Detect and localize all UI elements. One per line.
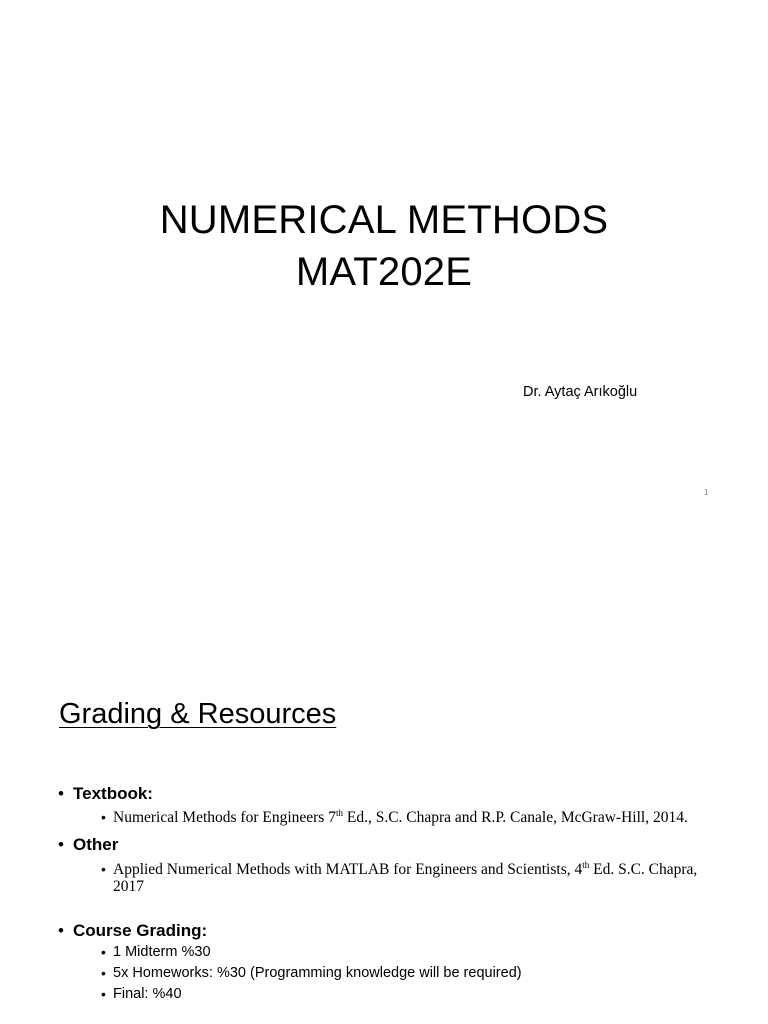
textbook-ref-text: Numerical Methods for Engineers 7 [113, 809, 336, 826]
other-ref-sup: th [582, 860, 590, 870]
other-reference [101, 861, 718, 895]
page-number: 1 [704, 488, 709, 497]
other-label: • Other [58, 834, 718, 856]
textbook-ref-rest: Ed., S.C. Chapra and R.P. Canale, McGraw-Hill, 2014. [342, 809, 688, 826]
slide-content [58, 782, 718, 1005]
textbook-ref-sup: th [335, 808, 343, 818]
grading-item: • Final: %40 [101, 984, 718, 1005]
other-ref-rest: Ed. S.C. Chapra, 2017 [113, 861, 698, 895]
textbook-reference [101, 809, 718, 826]
grading-slide [0, 682, 768, 1024]
course-name: NUMERICAL METHODS [159, 198, 609, 242]
author-name: Dr. Aytaç Arıkoğlu [523, 384, 638, 400]
grading-item: • 5x Homeworks: %30 (Programming knowledge will be required) [101, 963, 718, 984]
grading-item: • 1 Midterm %30 [101, 942, 718, 963]
slide-title [0, 194, 768, 298]
other-ref-text: Applied Numerical Methods with MATLAB for Engineers and Scientists, 4 [113, 861, 583, 878]
grading-label: • Course Grading: [58, 920, 718, 942]
slide-heading: Grading & Resources [59, 698, 337, 730]
textbook-label: • Textbook: [58, 783, 718, 805]
course-code: MAT202E [295, 250, 473, 294]
